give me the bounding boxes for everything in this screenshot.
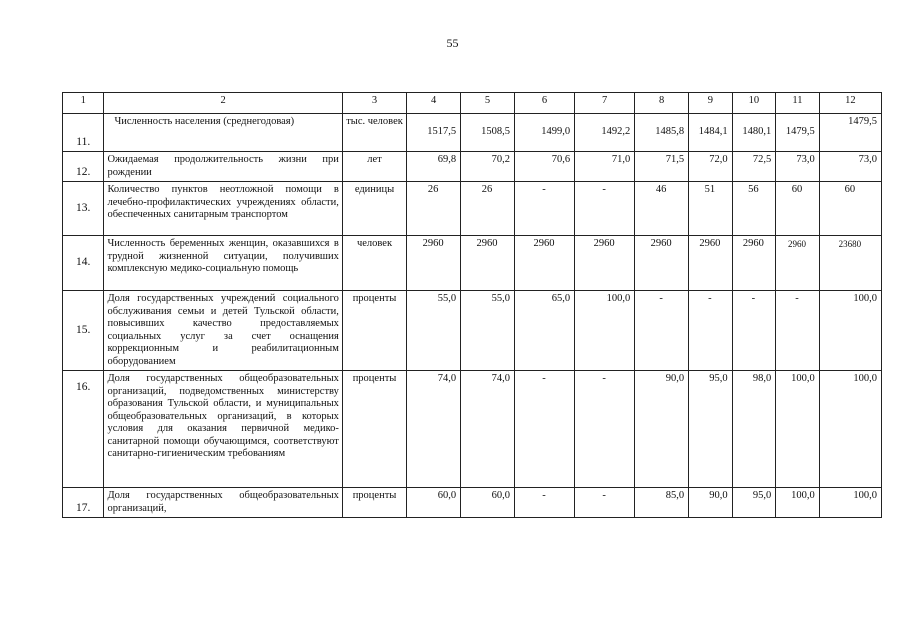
value-cell: 71,0 <box>575 152 635 182</box>
value-cell: 100,0 <box>819 488 881 518</box>
row-number: 13. <box>63 182 104 236</box>
value-cell: - <box>689 291 733 371</box>
value-cell: 1484,1 <box>689 114 733 152</box>
row-number: 16. <box>63 371 104 488</box>
value-cell: 56 <box>732 182 776 236</box>
value-cell: 90,0 <box>635 371 689 488</box>
value-cell: 1492,2 <box>575 114 635 152</box>
header-cell: 3 <box>342 93 406 114</box>
value-cell: - <box>732 291 776 371</box>
value-cell: 95,0 <box>689 371 733 488</box>
value-cell: 1517,5 <box>407 114 461 152</box>
value-cell: 1485,8 <box>635 114 689 152</box>
value-cell: 72,0 <box>689 152 733 182</box>
header-cell: 2 <box>104 93 342 114</box>
value-cell: 100,0 <box>575 291 635 371</box>
value-cell: 100,0 <box>819 291 881 371</box>
row-unit: проценты <box>342 291 406 371</box>
table-row <box>63 371 882 488</box>
value-cell: 60,0 <box>461 488 515 518</box>
value-cell: 55,0 <box>461 291 515 371</box>
row-description: Численность населения (среднегодовая) <box>104 114 342 152</box>
value-cell: 100,0 <box>776 488 820 518</box>
value-cell: 69,8 <box>407 152 461 182</box>
table-row <box>63 182 882 236</box>
value-cell: 2960 <box>732 236 776 291</box>
header-cell: 4 <box>407 93 461 114</box>
value-cell: 100,0 <box>776 371 820 488</box>
value-cell: 1499,0 <box>514 114 574 152</box>
value-cell: 46 <box>635 182 689 236</box>
header-cell: 6 <box>514 93 574 114</box>
value-cell: 73,0 <box>819 152 881 182</box>
table-row <box>63 488 882 518</box>
value-cell: - <box>635 291 689 371</box>
row-description: Доля государственных учреждений социального обслуживания семьи и детей Тульской области, повысивших качество предоставляемых социальных услуг за счет оснащения коррекционным и реабилитационным оборудованием <box>104 291 342 371</box>
value-cell: 51 <box>689 182 733 236</box>
header-cell: 9 <box>689 93 733 114</box>
value-cell: 90,0 <box>689 488 733 518</box>
value-cell: 2960 <box>635 236 689 291</box>
value-cell: 2960 <box>407 236 461 291</box>
value-cell: 60,0 <box>407 488 461 518</box>
table-header-row <box>63 93 882 114</box>
table-row <box>63 114 882 152</box>
row-unit: человек <box>342 236 406 291</box>
value-cell: - <box>514 488 574 518</box>
row-unit: проценты <box>342 371 406 488</box>
row-description: Доля государственных общеобразовательных организаций, подведомственных министерству образования Тульской области, и муниципальных общеобразовательных организаций, в которых условия для оказания первичной медико-санитарной помощи обучающимся, соответствуют санитарно-гигиеническим требованиям <box>104 371 342 488</box>
value-cell: 100,0 <box>819 371 881 488</box>
value-cell: 72,5 <box>732 152 776 182</box>
value-cell: 1479,5 <box>819 114 881 152</box>
value-cell: 74,0 <box>407 371 461 488</box>
row-unit: единицы <box>342 182 406 236</box>
row-description: Ожидаемая продолжительность жизни при рождении <box>104 152 342 182</box>
value-cell: - <box>575 182 635 236</box>
value-cell: - <box>514 182 574 236</box>
value-cell: 2960 <box>461 236 515 291</box>
header-cell: 10 <box>732 93 776 114</box>
value-cell: 2960 <box>776 236 820 291</box>
value-cell: 26 <box>407 182 461 236</box>
value-cell: - <box>514 371 574 488</box>
value-cell: 60 <box>776 182 820 236</box>
header-cell: 7 <box>575 93 635 114</box>
table-row <box>63 152 882 182</box>
row-number: 17. <box>63 488 104 518</box>
value-cell: 1480,1 <box>732 114 776 152</box>
header-cell: 12 <box>819 93 881 114</box>
row-unit: тыс. человек <box>342 114 406 152</box>
row-description: Количество пунктов неотложной помощи в лечебно-профилактических учреждениях области, обеспеченных санитарным транспортом <box>104 182 342 236</box>
value-cell: 73,0 <box>776 152 820 182</box>
row-description: Численность беременных женщин, оказавшихся в трудной жизненной ситуации, получивших комплексную медико-социальную помощь <box>104 236 342 291</box>
header-cell: 11 <box>776 93 820 114</box>
row-number: 15. <box>63 291 104 371</box>
row-unit: проценты <box>342 488 406 518</box>
header-cell: 8 <box>635 93 689 114</box>
indicators-table <box>62 92 882 518</box>
header-cell: 5 <box>461 93 515 114</box>
row-number: 11. <box>63 114 104 152</box>
value-cell: 85,0 <box>635 488 689 518</box>
value-cell: 95,0 <box>732 488 776 518</box>
value-cell: 60 <box>819 182 881 236</box>
value-cell: 70,2 <box>461 152 515 182</box>
value-cell: 1508,5 <box>461 114 515 152</box>
value-cell: 2960 <box>514 236 574 291</box>
row-number: 12. <box>63 152 104 182</box>
row-number: 14. <box>63 236 104 291</box>
value-cell: 2960 <box>689 236 733 291</box>
value-cell: 2960 <box>575 236 635 291</box>
value-cell: 55,0 <box>407 291 461 371</box>
row-description: Доля государственных общеобразовательных организаций, <box>104 488 342 518</box>
value-cell: - <box>575 488 635 518</box>
value-cell: 65,0 <box>514 291 574 371</box>
value-cell: - <box>575 371 635 488</box>
value-cell: 98,0 <box>732 371 776 488</box>
value-cell: 74,0 <box>461 371 515 488</box>
value-cell: - <box>776 291 820 371</box>
value-cell: 23680 <box>819 236 881 291</box>
value-cell: 1479,5 <box>776 114 820 152</box>
header-cell: 1 <box>63 93 104 114</box>
table-row <box>63 291 882 371</box>
value-cell: 26 <box>461 182 515 236</box>
value-cell: 70,6 <box>514 152 574 182</box>
value-cell: 71,5 <box>635 152 689 182</box>
row-unit: лет <box>342 152 406 182</box>
table-row <box>63 236 882 291</box>
page-number: 55 <box>446 36 459 50</box>
